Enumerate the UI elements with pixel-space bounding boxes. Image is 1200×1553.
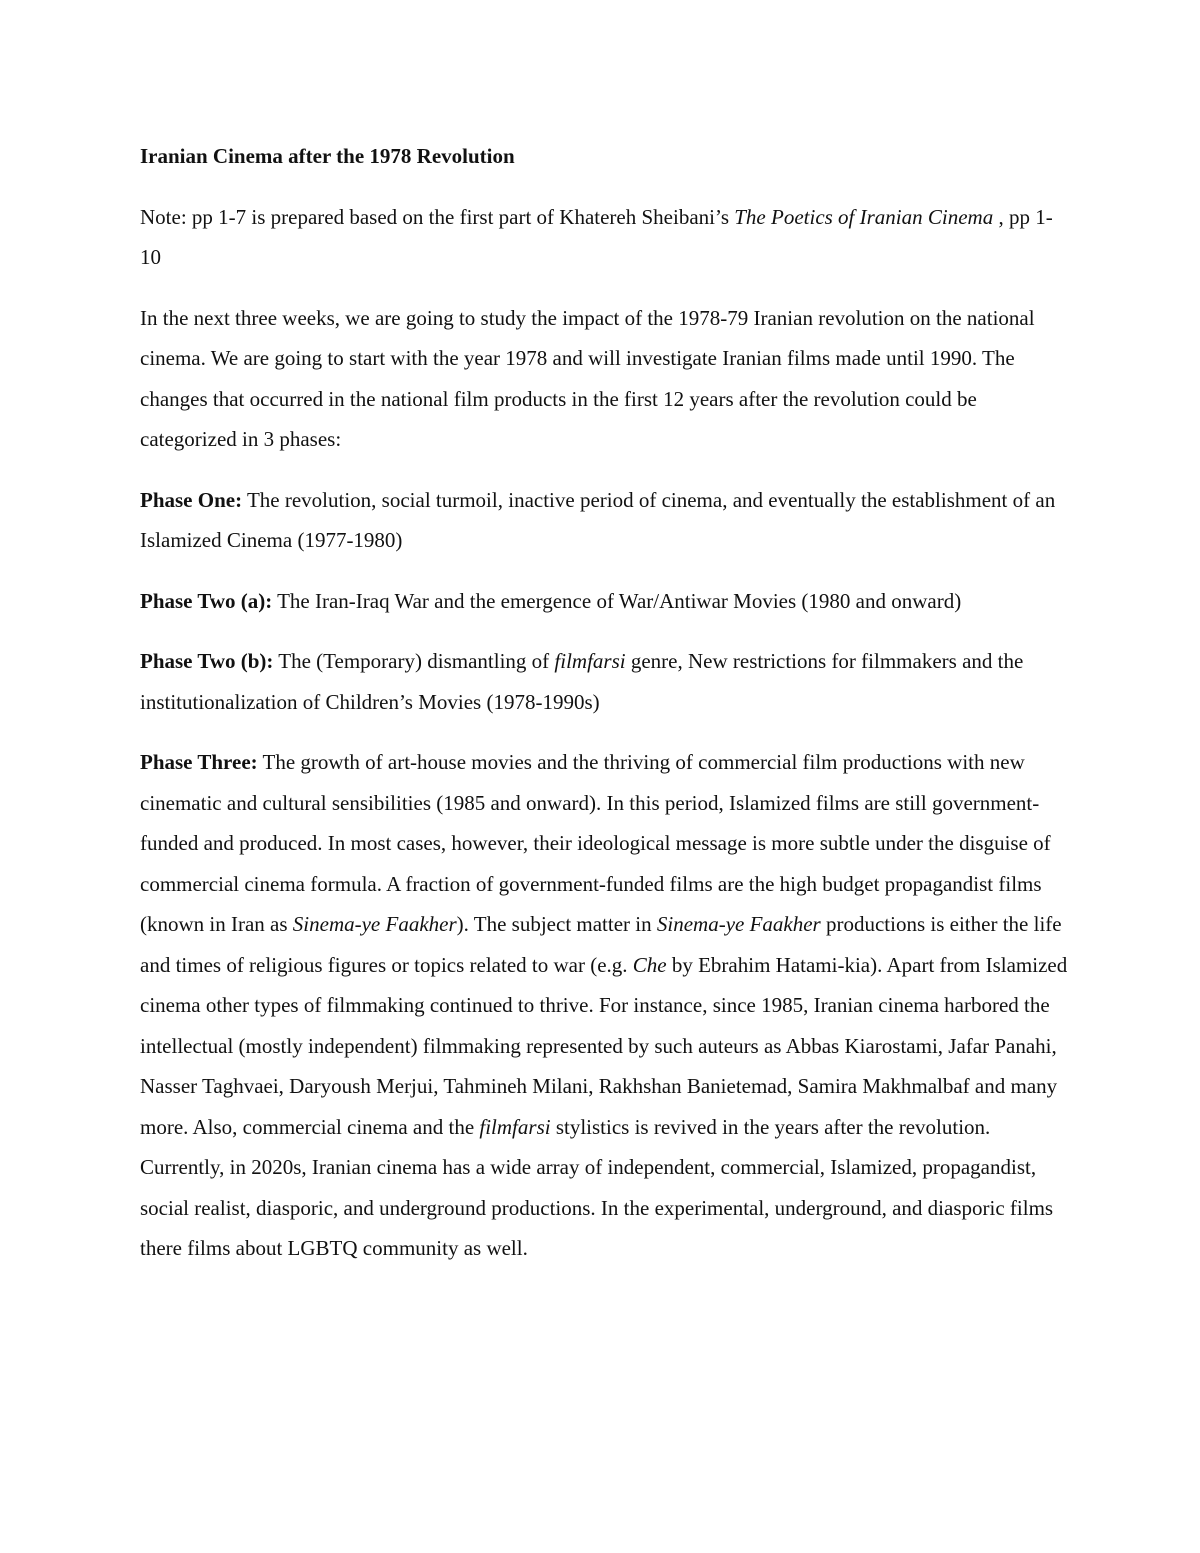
phase-three-italic-4: filmfarsi — [479, 1114, 551, 1139]
intro-paragraph: In the next three weeks, we are going to study the impact of the 1978-79 Iranian revolution on the national cinema. We are going to start with the year 1978 and will investigate Iranian films made until 1990. The changes that occurred in the national film products in the first 12 years after the revolution could be categorized in 3 phases: — [140, 305, 1035, 451]
document-page — [140, 136, 1070, 1289]
phase-one-label: Phase One: — [140, 487, 243, 512]
phase-two-b-label: Phase Two (b): — [140, 649, 274, 673]
phase-three-italic-3: Che — [632, 952, 667, 977]
phase-three-italic-1: Sinema-ye Faakher — [292, 912, 457, 936]
phase-one-text: The revolution, social turmoil, inactive period of cinema, and eventually the establishment of an Islamized Cinema (1977-1980) — [140, 487, 1056, 552]
phase-two-b-text-1: The (Temporary) dismantling of — [273, 649, 555, 673]
phase-three-text-5: stylistics is revived in the years after the revolution. Currently, in 2020s, Iranian cinema has a wide array of independent, commercial, Islamized, propagandist, social realist, diasporic, and underground productions. In the experimental, underground, and diasporic films there films about LGBTQ community as well. — [140, 1114, 1054, 1260]
book-title: The Poetics of Iranian Cinema — [734, 204, 994, 229]
phase-two-a-text: The Iran-Iraq War and the emergence of War/Antiwar Movies (1980 and onward) — [272, 588, 962, 613]
phase-two-b-term: filmfarsi — [554, 649, 626, 673]
phase-three-paragraph — [140, 742, 1070, 1269]
phase-two-a-paragraph — [140, 581, 1070, 622]
note-prefix: Note: pp 1-7 is prepared based on the first part of Khatereh Sheibani’s — [140, 204, 735, 229]
phase-three-text-1: The growth of art-house movies and the thriving of commercial film productions with new cinematic and cultural sensibilities (1985 and onward). In this period, Islamized films are still government-funded and produced. In most cases, however, their ideological message is more subtle under the disguise of commercial cinema formula. A fraction of government-funded films are the high budget propagandist films (known in Iran as — [140, 750, 1051, 936]
phase-three-italic-2: Sinema-ye Faakher — [656, 912, 821, 936]
note-paragraph — [140, 197, 1070, 278]
phase-three-text-2: ). The subject matter in — [456, 912, 657, 936]
note-suffix: , pp 1-10 — [140, 204, 1053, 269]
phase-two-b-text-2: genre, New restrictions for filmmakers and the institutionalization of Children’s Movies (1978-1990s) — [140, 649, 1024, 714]
phase-one-paragraph — [140, 480, 1070, 561]
phase-three-text-4: by Ebrahim Hatami-kia). Apart from Islamized cinema other types of filmmaking continued to thrive. For instance, since 1985, Iranian cinema harbored the intellectual (mostly independent) filmmaking represented by such auteurs as Abbas Kiarostami, Jafar Panahi, Nasser Taghvaei, Daryoush Merjui, Tahmineh Milani, Rakhshan Banietemad, Samira Makhmalbaf and many more. Also, commercial cinema and the — [140, 952, 1068, 1139]
phase-two-a-label: Phase Two (a): — [140, 588, 273, 613]
document-title: Iranian Cinema after the 1978 Revolution — [140, 144, 515, 168]
phase-three-text-3: productions is either the life and times of religious figures or topics related to war (e.g. — [140, 912, 1062, 977]
phase-three-label: Phase Three: — [140, 750, 258, 774]
phase-two-b-paragraph — [140, 641, 1070, 722]
